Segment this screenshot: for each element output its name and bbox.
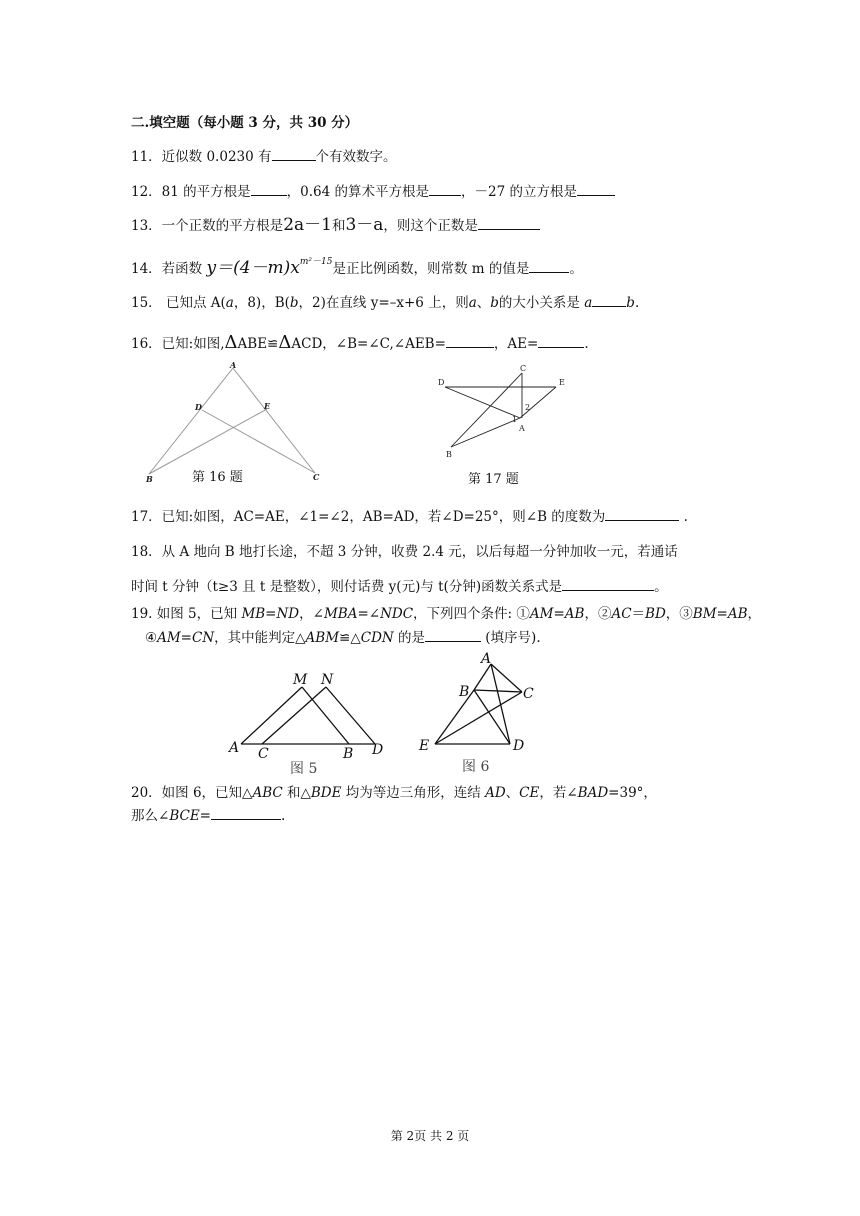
- fig5-label-D: D: [372, 742, 384, 758]
- fig5-label-C: C: [258, 746, 269, 758]
- q16-text-a: 16．已知:如图,: [131, 336, 225, 352]
- q12-blank-2[interactable]: [429, 183, 461, 196]
- q18-text-c: 。: [654, 579, 668, 595]
- q20-t-l2a: 那么∠: [131, 808, 170, 824]
- q14-exponent: m²－15: [299, 257, 333, 267]
- question-18-line-2: [131, 578, 668, 596]
- fig16-line-BE: [149, 409, 267, 474]
- q15-answer-blank[interactable]: [592, 294, 626, 307]
- q20-answer-blank[interactable]: [211, 807, 281, 820]
- fig16-label-D: D: [195, 402, 202, 412]
- q11-text-a: 11．近似数 0.0230 有: [131, 149, 272, 165]
- figure-5: [225, 668, 395, 758]
- q12-text-b: ，0.64 的算术平方根是: [286, 184, 430, 200]
- fig16-line-AB: [149, 368, 233, 474]
- q19-i-8: AM=CN: [157, 630, 215, 646]
- question-11: [131, 148, 397, 166]
- q11-answer-blank[interactable]: [272, 148, 316, 161]
- fig6-line-AC: [491, 664, 522, 692]
- q17-answer-blank[interactable]: [605, 508, 679, 521]
- fig17-label-C: C: [520, 364, 527, 373]
- q16-text-d: ，AE=: [493, 336, 539, 352]
- q19-i-6: BD: [645, 606, 666, 622]
- q15-var-b-3: b: [626, 295, 635, 311]
- q20-i-1: ABC: [252, 785, 283, 801]
- q15-var-a-2: a: [468, 295, 477, 311]
- q19-t-g: ，③: [665, 606, 693, 622]
- q19-t-d: ，下列四个条件: ①: [413, 606, 530, 622]
- q13-answer-blank[interactable]: [478, 217, 540, 230]
- fig5-line-ND: [326, 687, 375, 744]
- q13-expr-2: 3－a: [345, 215, 384, 235]
- q19-i-10: CDN: [360, 630, 394, 646]
- q18-text-b: 时间 t 分钟（t≥3 且 t 是整数），则付话费 y(元)与 t(分钟)函数关系式是: [131, 579, 563, 595]
- fig6-label-B: B: [459, 684, 470, 700]
- fig5-label-M: M: [293, 672, 308, 688]
- q19-t-l2b: ，其中能判定△: [214, 630, 306, 646]
- fig16-line-CD: [202, 410, 315, 473]
- q15-text-e: 的大小关系是: [498, 295, 580, 311]
- question-20-line-1: [131, 784, 657, 802]
- q16-delta-1: Δ: [224, 332, 238, 353]
- q20-t-c: 均为等边三角形，连结: [341, 785, 486, 801]
- q19-t-l2e: (填序号).: [481, 630, 541, 646]
- question-13: [131, 216, 540, 235]
- fig17-label-B: B: [446, 450, 452, 459]
- question-12: [131, 183, 615, 201]
- figure-6: [415, 650, 545, 760]
- fig6-caption: 图 6: [462, 759, 490, 775]
- q13-text-b: ，则这个正数是: [383, 218, 478, 234]
- q19-t-l2a: ④: [145, 630, 158, 646]
- q16-blank-1[interactable]: [446, 335, 494, 348]
- q19-t-l2c: ≌△: [339, 630, 361, 646]
- q12-text-c: ，－27 的立方根是: [461, 184, 577, 200]
- section-title: 二.填空题（每小题 3 分，共 30 分）: [131, 115, 359, 131]
- question-15: [131, 294, 639, 312]
- q16-text-c: ACD，∠B=∠C,∠AEB=: [291, 336, 446, 352]
- fig6-line-EC: [435, 692, 522, 744]
- q20-t-e: ，若∠: [539, 785, 578, 801]
- question-20-line-2: [131, 807, 285, 825]
- q12-blank-1[interactable]: [251, 183, 287, 196]
- q12-blank-3[interactable]: [577, 183, 615, 196]
- fig16-caption: 第 16 题: [192, 470, 243, 485]
- fig6-line-AB: [474, 664, 491, 690]
- q19-i-2: MBA: [323, 606, 358, 622]
- fig17-caption: 第 17 题: [468, 472, 519, 487]
- fig16-label-E: E: [264, 401, 271, 411]
- q15-var-a: a: [225, 295, 234, 311]
- q20-t-l2c: .: [280, 808, 286, 824]
- fig17-label-D: D: [438, 378, 445, 387]
- q19-i-5: AC: [611, 606, 632, 622]
- q15-text-f: .: [634, 295, 640, 311]
- q17-text-a: 17．已知:如图，AC=AE，∠1=∠2，AB=AD，若∠D=25°，则∠B 的度数为: [131, 509, 606, 525]
- fig6-label-C: C: [523, 686, 534, 702]
- q19-i-7: BM=AB: [692, 606, 748, 622]
- q15-var-b: b: [289, 295, 299, 311]
- q12-text-a: 12．81 的平方根是: [131, 184, 251, 200]
- q19-t-h: ，: [747, 606, 762, 622]
- q20-i-2: BDE: [310, 785, 342, 801]
- question-19-line-1: [131, 605, 761, 623]
- q20-t-b: 和△: [282, 785, 311, 801]
- fig5-label-N: N: [321, 672, 334, 688]
- fig16-label-B: B: [146, 474, 153, 484]
- q20-i-4: CE: [519, 785, 540, 801]
- q20-t-d: 、: [505, 785, 520, 801]
- fig17-label-E: E: [559, 378, 565, 387]
- q19-t-c: =∠: [357, 606, 381, 622]
- fig16-label-C: C: [313, 472, 320, 482]
- q19-t-b: ，∠: [299, 606, 324, 622]
- q16-text-b: ABE≌: [237, 336, 279, 352]
- q13-text-a: 13．一个正数的平方根是: [131, 218, 284, 234]
- q14-text-a: 14．若函数: [131, 261, 203, 277]
- fig17-label-A: A: [519, 424, 525, 433]
- fig6-label-A: A: [481, 651, 492, 667]
- question-14: [131, 259, 583, 280]
- page-footer: 第 2页 共 2 页: [390, 1129, 470, 1143]
- fig6-label-E: E: [419, 738, 430, 754]
- fig17-line-DA: [445, 387, 520, 418]
- q14-text-b: 是正比例函数，则常数 m 的值是: [332, 261, 530, 277]
- q19-i-3: NDC: [380, 606, 414, 622]
- q20-t-a: 20．如图 6，已知△: [131, 785, 253, 801]
- figure-17: [432, 360, 582, 465]
- question-17: [131, 508, 688, 526]
- q15-text-a: 15． 已知点 A(: [131, 295, 226, 311]
- fig17-label-2: 2: [525, 403, 531, 412]
- q15-var-b-2: b: [490, 295, 499, 311]
- fig16-label-A: A: [230, 360, 237, 370]
- fig5-line-MB: [302, 687, 349, 744]
- question-18-line-1: 18．从 A 地向 B 地打长途，不超 3 分钟，收费 2.4 元，以后每超一分钟加收一元，若通话: [131, 544, 678, 560]
- q19-t-a: 19. 如图 5，已知: [131, 606, 242, 622]
- q15-var-a-3: a: [584, 295, 593, 311]
- q16-delta-2: Δ: [278, 332, 292, 353]
- q13-expr-1: 2a－1: [283, 215, 332, 235]
- q20-i-6: BCE: [169, 808, 200, 824]
- fig5-label-A: A: [229, 740, 240, 756]
- q20-t-l2b: =: [199, 808, 211, 824]
- q13-text-mid: 和: [331, 218, 346, 234]
- q20-i-5: BAD: [577, 785, 609, 801]
- q19-i-4: AM=AB: [529, 606, 585, 622]
- fig17-line-BA: [451, 418, 520, 447]
- q16-text-e: .: [584, 336, 589, 352]
- q19-i-9: ABM: [305, 630, 340, 646]
- fig6-label-D: D: [513, 738, 525, 754]
- q18-answer-blank[interactable]: [562, 578, 654, 591]
- q19-i-1: MB=ND: [241, 606, 300, 622]
- q15-text-b: ，8)，B(: [233, 295, 290, 311]
- q15-text-d: 、: [476, 295, 491, 311]
- question-16: [131, 334, 589, 353]
- q11-text-b: 个有效数字。: [315, 149, 397, 165]
- q17-text-b: .: [683, 509, 688, 525]
- q19-t-f: ＝: [631, 606, 646, 622]
- q20-i-3: AD: [485, 785, 506, 801]
- fig5-label-B: B: [343, 746, 354, 758]
- q19-t-l2d: 的是: [393, 630, 425, 646]
- q16-blank-2[interactable]: [538, 335, 584, 348]
- fig17-label-1: 1: [512, 415, 518, 424]
- q14-text-c: 。: [569, 261, 583, 277]
- q20-t-f: =39°，: [608, 785, 657, 801]
- q14-function: y＝(4－m)x: [206, 258, 300, 278]
- q19-t-e: ，②: [584, 606, 612, 622]
- fig5-caption: 图 5: [290, 761, 318, 777]
- q14-answer-blank[interactable]: [529, 260, 569, 273]
- q15-text-c: ，2)在直线 y=–x+6 上，则: [298, 295, 469, 311]
- question-19-line-2: [145, 629, 541, 647]
- fig6-line-AD: [491, 664, 510, 744]
- fig17-line-CB: [451, 373, 522, 447]
- q19-answer-blank[interactable]: [425, 629, 481, 642]
